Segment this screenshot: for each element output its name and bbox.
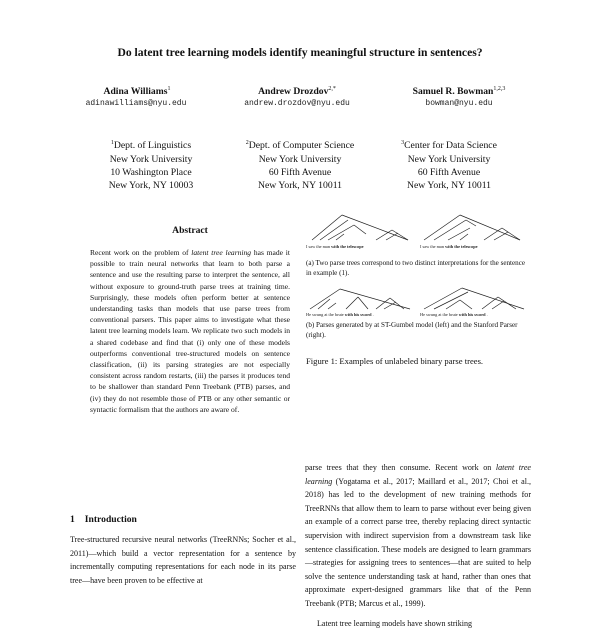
- affiliation-3: $^3$Center for Data Science New York University 60 Fifth Avenue New York, NY 10011: [401, 140, 497, 192]
- tree-b-left-sentence: He swung at the brute with his sword .: [306, 312, 374, 317]
- figure-caption: Figure 1: Examples of unlabeled binary parse trees.: [306, 356, 484, 366]
- right-paragraph-1: parse trees that they then consume. Recent work on latent tree learning (Yogatama et al., 2017; Maillard et al., 2017; Choi et al., 2018) has led to the development of new training methods for TreeRNNs that allow them to learn to parse without ever being given an example of a correct parse tree, thereby replacing direct syntactic supervision with indirect supervision from a downstream task like sentence classification. These models are designed to learn grammars—strategies for assigning trees to sentences—that are suited to help solve the sentence understanding task at hand, rather than ones that approximate expert-designed grammars like that of the Penn Treebank (PTB; Marcus et al., 1999).: [305, 463, 531, 608]
- affiliation-2: $^2$Dept. of Computer Science New York University 60 Fifth Avenue New York, NY 10011: [245, 140, 355, 192]
- figure-caption-a: (a) Two parse trees correspond to two distinct interpretations for the sentence in example (1).: [306, 259, 526, 278]
- author-2-email: andrew.drozdov@nyu.edu: [244, 99, 350, 108]
- parse-tree-b-right: [420, 285, 528, 311]
- author-1: Adina Williams$^1$: [103, 86, 171, 98]
- parse-tree-a-left: [306, 212, 414, 242]
- section-heading: 1 Introduction: [70, 514, 137, 525]
- abstract-heading: Abstract: [172, 225, 208, 236]
- figure-caption-b: (b) Parses generated by at ST-Gumbel model (left) and the Stanford Parser (right).: [306, 321, 518, 340]
- author-3-email: bowman@nyu.edu: [425, 99, 493, 108]
- tree-b-right-sentence: He swung at the brute with his sword .: [420, 312, 488, 317]
- tree-a-left-sentence: I saw the man with the telescope: [306, 244, 364, 249]
- author-2: Andrew Drozdov$^{2,*}$: [258, 86, 336, 98]
- abstract-text: Recent work on the problem of latent tree learning has made it possible to train neural networks that learn to both parse a sentence and use the resulting parse to interpret the sentence, all without exposure to ground-truth parse trees at training time. Surprisingly, these models often perform better at sentence understanding tasks than models that use parse trees from conventional parsers. This paper aims to investigate what these latent tree learning models learn. We replicate two such models in a shared codebase and find that (i) only one of these models outperforms conventional tree-structured models on sentence classification, (ii) its parsing strategies are not especially consistent across random restarts, (iii) the parses it produces tend to be shallower than standard Penn Treebank (PTB) parses, and (iv) they do not resemble those of PTB or any other semantic or syntactic formalism that the authors are aware of.: [90, 248, 290, 414]
- right-column-text: [305, 461, 531, 630]
- right-paragraph-2: Latent tree learning models have shown striking: [317, 618, 473, 628]
- tree-a-right-sentence: I saw the man with the telescope: [420, 244, 478, 249]
- intro-paragraph: Tree-structured recursive neural networks (TreeRNNs; Socher et al., 2011)—which build a vector representation for a sentence by incrementally computing representations for each node in its parse tree—have been proven to be effective at: [70, 535, 296, 585]
- author-3: Samuel R. Bowman$^{1,2,3}$: [412, 86, 506, 98]
- paper-title: Do latent tree learning models identify meaningful structure in sentences?: [117, 46, 483, 59]
- parse-tree-b-left: [306, 285, 414, 311]
- parse-tree-a-right: [420, 212, 528, 242]
- author-1-email: adinawilliams@nyu.edu: [85, 99, 187, 108]
- affiliation-1: $^1$Dept. of Linguistics New York University 10 Washington Place New York, NY 10003: [108, 140, 194, 192]
